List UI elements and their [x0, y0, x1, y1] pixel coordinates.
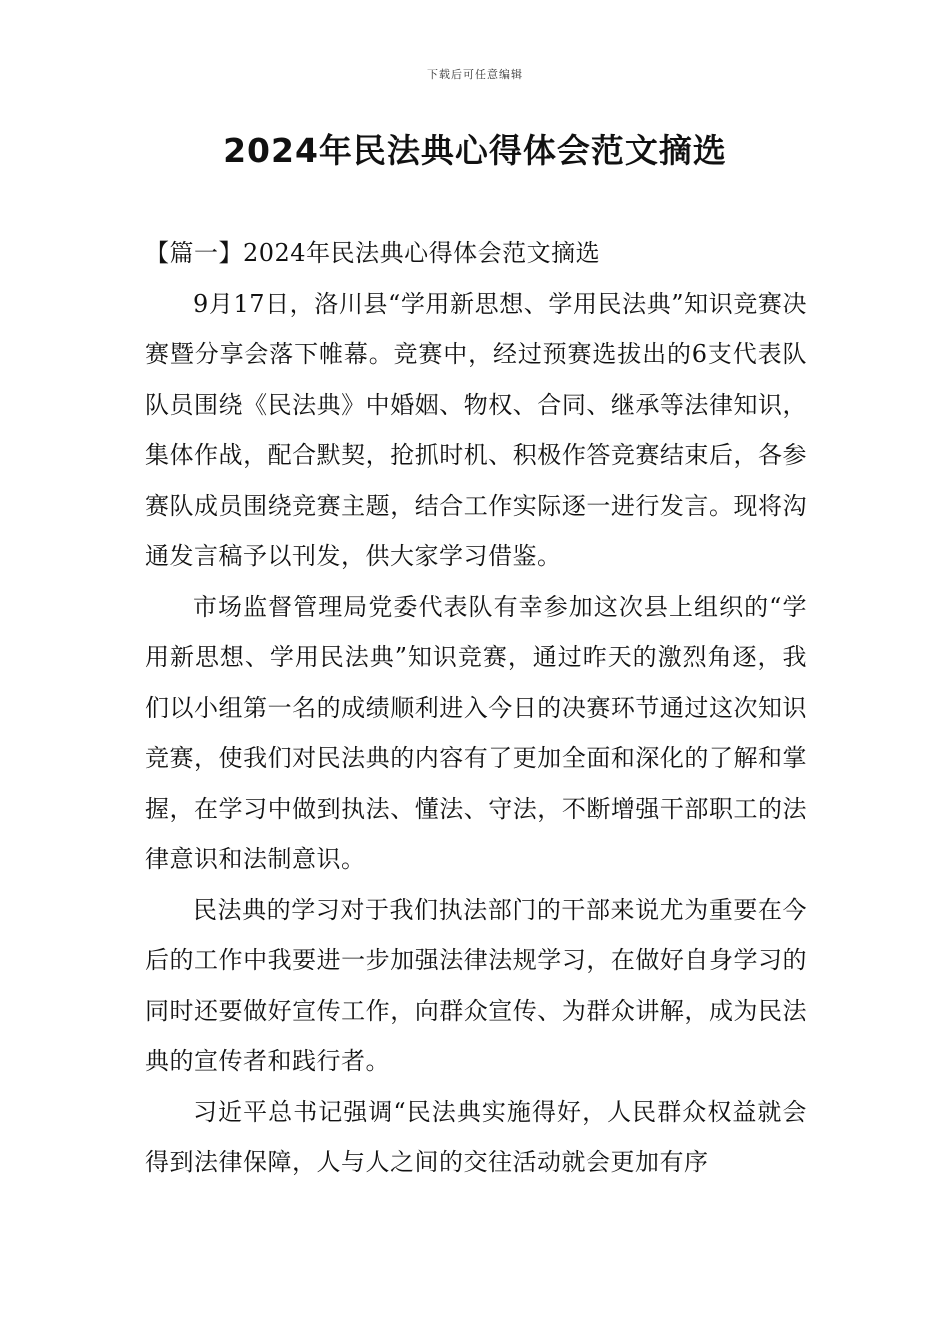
header-note: 下载后可任意编辑	[427, 68, 523, 81]
section-heading: 【篇一】2024年民法典心得体会范文摘选	[145, 239, 601, 267]
document-title: 2024年民法典心得体会范文摘选	[223, 131, 727, 170]
paragraph-4: 习近平总书记强调“民法典实施得好，人民群众权益就会得到法律保障，人与人之间的交往活动就会更加有序	[145, 1097, 807, 1176]
paragraph-1: 9月17日，洛川县“学用新思想、学用民法典”知识竞赛决赛暨分享会落下帷幕。竞赛中，经过预赛选拔出的6支代表队队员围绕《民法典》中婚姻、物权、合同、继承等法律知识，集体作战，配合默契，抢抓时机、积极作答竞赛结束后，各参赛队成员围绕竞赛主题，结合工作实际逐一进行发言。现将沟通发言稿予以刊发，供大家学习借鉴。	[145, 289, 807, 570]
paragraph-2: 市场监督管理局党委代表队有幸参加这次县上组织的“学用新思想、学用民法典”知识竞赛，通过昨天的激烈角逐，我们以小组第一名的成绩顺利进入今日的决赛环节通过这次知识竞赛，使我们对民法典的内容有了更加全面和深化的了解和掌握，在学习中做到执法、懂法、守法，不断增强干部职工的法律意识和法制意识。	[145, 592, 807, 873]
paragraph-3: 民法典的学习对于我们执法部门的干部来说尤为重要在今后的工作中我要进一步加强法律法规学习，在做好自身学习的同时还要做好宣传工作，向群众宣传、为群众讲解，成为民法典的宣传者和践行者。	[145, 895, 807, 1075]
document-body	[145, 228, 807, 1188]
